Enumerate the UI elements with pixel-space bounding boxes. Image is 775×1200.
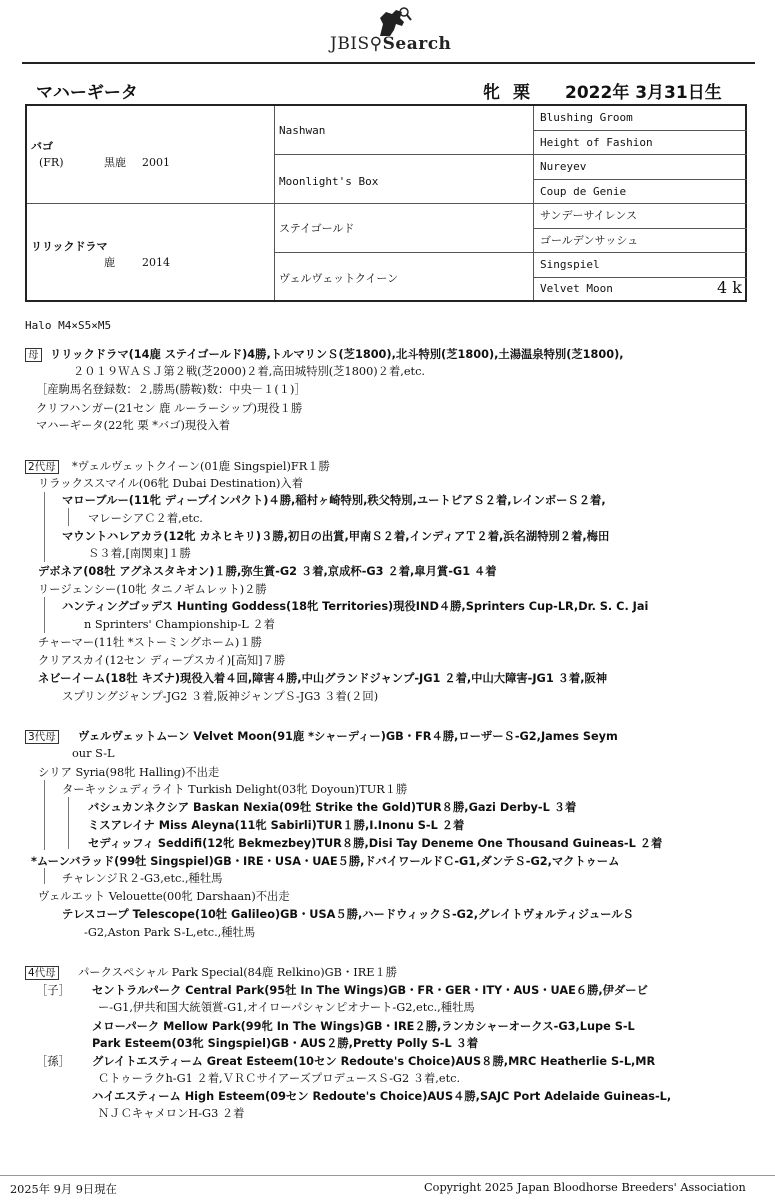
line-text: マウントハレアカラ(12牝 カネヒキリ)３勝,初日の出賞,甲南Ｓ２着,インディアＴ２着,浜名湖特別２着,梅田 [62,530,610,543]
horse-sex: 牝 [483,83,500,103]
horse-name: マハーギータ [36,83,138,103]
text-line: ＮＪＣキャメロンH-G3 ２着 [98,1107,245,1120]
text-line [31,854,619,869]
text-line: リージェンシー(10牝 タニノギムレット)２勝 [38,583,267,596]
line-text: ネビーイーム(18牡 キズナ)現役入着４回,障害４勝,中山グランドジャンプ-JG1 ２着,中山大障害-JG1 ３着,阪神 [38,672,608,685]
inbreeding: Halo M4×S5×M5 [25,319,112,332]
text-line: our S-L [72,747,115,760]
line-text: バシュカンネクシア Baskan Nexia(09牡 Strike the Gold)TUR８勝,Gazi Derby-L ３着 [88,801,577,814]
ped-name: Singspiel [540,258,600,271]
ped-name: Velvet Moon [540,282,613,295]
tree-line [44,492,45,562]
dam-year: 2014 [142,256,170,269]
text-line [92,1036,478,1051]
section-g2-line [25,459,59,474]
ped-cell-sd-s [534,155,747,180]
ped-cell-ds-d [534,229,747,253]
pedigree-table [25,104,747,302]
text-line: マレーシアＣ２着,etc. [88,512,203,525]
text-line [38,671,607,686]
sire-dam-name: Moonlight's Box [279,175,379,188]
tree-line [68,508,69,526]
line-text: Park Esteem(03牝 Singspiel)GB・AUS２勝,Pretty Polly S-L ３着 [92,1037,479,1050]
text-line: ［産駒馬名登録数：２,勝馬(勝鞍)数：中央－１(１)］ [36,383,306,396]
sire-sire-name: Nashwan [279,124,326,137]
dam-sire-name: ステイゴールド [279,222,355,235]
ped-name: Height of Fashion [540,136,653,149]
text-line [92,1019,635,1034]
text-line: Ｓ３着,[南関東]１勝 [88,547,191,560]
text-line [62,907,634,922]
text-line [88,836,662,851]
text-line [62,493,606,508]
line-text: テレスコープ Telescope(10牡 Galileo)GB・USA５勝,ハードウィックＳ-G2,グレイトヴォルティジュールＳ [62,908,634,921]
sire-sire-cell [275,106,534,155]
dam-name: リリックドラマ [31,240,108,253]
dam-tag: 母 [25,348,42,362]
logo-text: JBIS⚲Search [330,34,452,54]
text-line: マハーギータ(22牝 栗 *バゴ)現役入着 [36,419,231,432]
line-text: ハンティングゴッデス Hunting Goddess(18牝 Territories)現役IND４勝,Sprinters Cup-LR,Dr. S. C. Jai [62,600,649,613]
line-text: メローパーク Mellow Park(99牝 In The Wings)GB・IRE２勝,ランカシャーオークス-G3,Lupe S-L [92,1020,635,1033]
line-text: デボネア(08牡 アグネスタキオン)１勝,弥生賞-G2 ３着,京成杯-G3 ２着,皐月賞-G1 ４着 [38,565,497,578]
ped-cell-ss-d [534,131,747,155]
footer-copyright: Copyright 2025 Japan Bloodhorse Breeders' Association [424,1181,746,1194]
line-text: リリックドラマ(14鹿 ステイゴールド)4勝,トルマリンＳ(芝1800),北斗特別(芝1800),土湯温泉特別(芝1800), [50,348,624,361]
tree-line [68,797,69,849]
line-text: グレイトエスティーム Great Esteem(10セン Redoute's Choice)AUS８勝,MRC Heatherlie S-L,MR [92,1055,656,1068]
sire-origin: (FR) [39,156,64,169]
text-line: n Sprinters' Championship-L ２着 [84,618,275,631]
tree-line [44,868,45,884]
text-line: クリアスカイ(12セン ディープスカイ)[高知]７勝 [38,654,286,667]
text-line [92,1089,671,1104]
ped-name: Blushing Groom [540,111,633,124]
jbis-logo [330,6,460,56]
dam-dam-name: ヴェルヴェットクイーン [279,272,399,285]
ped-name: ゴールデンサッシュ [540,234,639,247]
line-text: セントラルパーク Central Park(95牡 In The Wings)GB・FR・GER・ITY・AUS・UAE６勝,伊ダービ [92,984,648,997]
text-line: *ヴェルヴェットクイーン(01鹿 Singspiel)FR１勝 [72,460,330,473]
text-line: スプリングジャンプ-JG2 ３着,阪神ジャンプＳ-JG3 ３着(２回) [62,690,379,703]
line-text: セディッフィ Seddifi(12牝 Bekmezbey)TUR８勝,Disi Tay Deneme One Thousand Guineas-L ２着 [88,837,663,850]
text-line: -G2,Aston Park S-L,etc.,種牡馬 [84,926,256,939]
ped-cell-dd-d [534,278,747,300]
dam-color: 鹿 [104,256,115,269]
g2-tag: 2代母 [25,460,59,474]
child-tag: ［子］ [36,984,70,997]
text-line [62,529,609,544]
sire-name: バゴ [31,140,53,153]
text-line [38,564,497,579]
tree-line [44,597,45,633]
magnifier-icon: ⚲ [369,34,383,54]
g3-tag: 3代母 [25,730,59,744]
tree-line [44,780,45,850]
sire-color: 黒鹿 [104,156,126,169]
text-line: シリア Syria(98牝 Halling)不出走 [38,766,220,779]
section-g4-line [25,965,59,980]
ped-name: サンデーサイレンス [540,209,638,222]
text-line [78,729,618,744]
text-line [92,983,648,998]
footer-date: 2025年 9月 9日現在 [10,1183,117,1196]
ped-name: Coup de Genie [540,185,627,198]
ped-cell-ds-s [534,204,747,229]
ped-cell-ss-s [534,106,747,131]
ped-name: Nureyev [540,160,587,173]
line-text: ミスアレイナ Miss Aleyna(11牝 Sabirli)TUR１勝,I.Inonu S-L ２着 [88,819,465,832]
dam-cell [27,204,275,300]
sire-dam-cell [275,155,534,204]
dam-dam-cell [275,253,534,300]
line-text: *ムーンバラッド(99牡 Singspiel)GB・IRE・USA・UAE５勝,ドバイワールドＣ-G1,ダンテＳ-G2,マクトゥーム [31,855,620,868]
section-dam-line [25,347,42,362]
horse-color: 栗 [513,83,530,103]
text-line: チャレンジＲ２-G3,etc.,種牡馬 [62,872,223,885]
text-line: パークスペシャル Park Special(84鹿 Relkino)GB・IRE１勝 [78,966,398,979]
family-number: 4 k [717,278,742,297]
text-line: クリフハンガー(21セン 鹿 ルーラーシップ)現役１勝 [36,402,303,415]
text-line: リラックススマイル(06牝 Dubai Destination)入着 [38,477,303,490]
text-line [88,800,576,815]
text-line: ２０１９ＷＡＳＪ第２戦(芝2000)２着,高田城特別(芝1800)２着,etc. [73,365,425,378]
text-line [88,818,464,833]
text-line: ー-G1,伊共和国大統領賞-G1,オイローパシャンピオナート-G2,etc.,種牡馬 [98,1001,475,1014]
line-text: マローブルー(11牝 ディープインパクト)４勝,稲村ヶ崎特別,秩父特別,ユートピアＳ２着,レインボーＳ２着, [62,494,606,507]
footer-divider [0,1175,775,1176]
text-line [92,1054,655,1069]
sire-cell [27,106,275,204]
ped-cell-dd-s [534,253,747,278]
text-line [50,347,624,362]
text-line: ヴェルエット Velouette(00牝 Darshaan)不出走 [38,890,290,903]
header-divider [22,62,755,64]
ped-cell-sd-d [534,180,747,204]
horse-birth: 2022年 3月31日生 [565,83,722,103]
g4-tag: 4代母 [25,966,59,980]
line-text: ハイエスティーム High Esteem(09セン Redoute's Choice)AUS４勝,SAJC Port Adelaide Guineas-L, [92,1090,672,1103]
line-text: ヴェルヴェットムーン Velvet Moon(91鹿 *シャーディー)GB・FR４勝,ローザーＳ-G2,James Seym [78,730,618,743]
text-line: ターキッシュディライト Turkish Delight(03牝 Doyoun)TUR１勝 [62,783,408,796]
text-line: Ｃトゥーラクh-G1 ２着,ＶＲＣサイアーズプロデュースＳ-G2 ３着,etc. [98,1072,461,1085]
dam-sire-cell [275,204,534,253]
text-line: チャーマー(11牡 *ストーミングホーム)１勝 [38,636,262,649]
sire-year: 2001 [142,156,170,169]
grandchild-tag: ［孫］ [36,1055,70,1068]
text-line [62,599,648,614]
section-g3-line [25,729,59,744]
